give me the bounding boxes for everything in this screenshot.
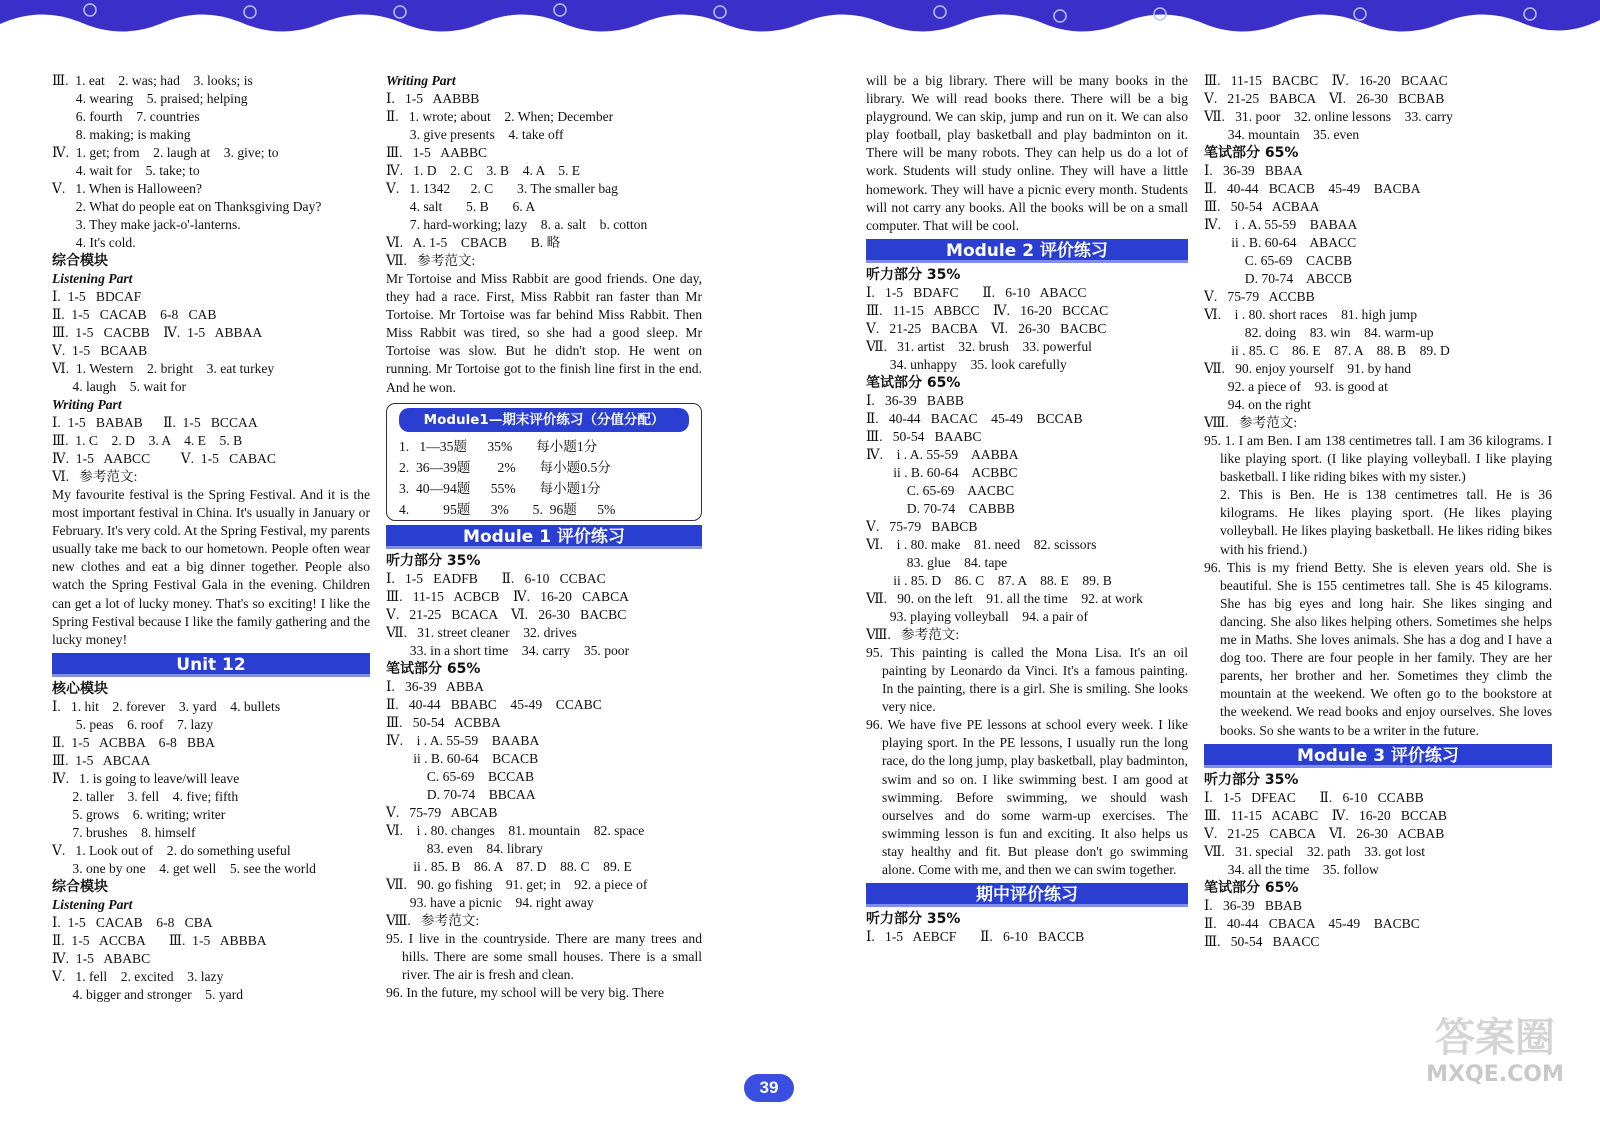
answer-line: ii . B. 60-64 ABACC <box>1204 235 1357 250</box>
answer-line: ii . B. 60-64 ACBBC <box>866 464 1018 480</box>
answer-line: Ⅰ. 1-5 AABBB <box>386 91 480 106</box>
answer-line: Ⅰ. 1-5 EADFB Ⅱ. 6-10 CCBAC <box>386 570 606 586</box>
section-heading: 核心模块 <box>52 680 108 697</box>
answer-line: 4. 95题 3% 5. 96题 5% <box>399 501 616 517</box>
answer-line: Ⅱ. 40-44 BCACB 45-49 BACBA <box>1204 181 1421 196</box>
answer-line: Ⅶ. 31. street cleaner 32. drives <box>386 624 577 640</box>
answer-lines <box>386 570 702 660</box>
answer-line: 34. mountain 35. even <box>1204 127 1360 142</box>
answer-line: Ⅰ. 1-5 BDCAF <box>52 289 142 304</box>
score-rows <box>387 436 701 520</box>
answer-line: Ⅵ. i . 80. short races 81. high jump <box>1204 307 1418 322</box>
answer-line: Ⅰ. 1-5 CACAB 6-8 CBA <box>52 914 213 930</box>
score-distribution-title: Module1—期末评价练习（分值分配） <box>399 408 689 432</box>
watermark <box>1410 1012 1580 1112</box>
answer-line: Ⅶ. 参考范文: <box>386 253 476 268</box>
answer-line: Ⅴ. 1. fell 2. excited 3. lazy <box>52 968 224 984</box>
answer-column-4 <box>1204 72 1552 951</box>
sample-essay-95-1: 95. 1. I am Ben. I am 138 centimetres tall. I am 36 kilograms. I like playing sport. (I like playing volleyball. I like playing basketball. I like riding bikes with my sister.) <box>1204 433 1552 485</box>
answer-line: Ⅳ. i . A. 55-59 BABAA <box>1204 217 1358 232</box>
listening-section-heading: 听力部分 35% <box>386 552 481 569</box>
answer-line: Ⅴ. 21-25 BABCA Ⅵ. 26-30 BCBAB <box>1204 91 1445 106</box>
listening-section-heading: 听力部分 35% <box>866 911 961 928</box>
answer-line: Ⅰ. 1-5 BDAFC Ⅱ. 6-10 ABACC <box>866 284 1087 300</box>
answer-line: 1. 1—35题 35% 每小题1分 <box>399 438 598 454</box>
answer-line: Ⅵ. i . 80. make 81. need 82. scissors <box>866 536 1097 552</box>
answer-line: 3. give presents 4. take off <box>386 127 564 142</box>
answer-lines <box>52 698 370 878</box>
answer-line: Ⅲ. 50-54 BAACC <box>1204 933 1320 949</box>
answer-line: Ⅲ. 1-5 ABCAA <box>52 752 151 768</box>
answer-line: Ⅳ. 1-5 ABABC <box>52 950 151 966</box>
answer-line: 4. bigger and stronger 5. yard <box>52 986 244 1002</box>
answer-line: 2. taller 3. fell 4. five; fifth <box>52 788 239 804</box>
sample-essay-95-2: 2. This is Ben. He is 138 centimetres tall. He is 36 kilograms. He likes playing sport. (He likes playing volleyball. He likes playing basketball. He likes riding bikes with his friend.) <box>1220 487 1552 557</box>
answer-line: Ⅴ. 1. When is Halloween? <box>52 181 202 196</box>
sample-essay-95: 95. This painting is called the Mona Lisa. It's an oil painting by Leonardo da Vinci. It's a famous painting. In the painting, there is a girl. She is smiling. She looks very nice. <box>866 644 1188 715</box>
part-heading: Listening Part <box>52 896 133 912</box>
answer-line: Ⅶ. 90. on the left 91. all the time 92. at work <box>866 590 1143 606</box>
answer-line: Ⅶ. 31. poor 32. online lessons 33. carry <box>1204 109 1453 124</box>
answer-line: 34. unhappy 35. look carefully <box>866 356 1067 372</box>
listening-section-heading: 听力部分 35% <box>866 266 961 283</box>
answer-lines <box>386 90 702 270</box>
answer-line: Ⅶ. 90. go fishing 91. get; in 92. a piece of <box>386 876 648 892</box>
answer-column-3 <box>866 72 1188 946</box>
answer-line: Ⅲ. 50-54 ACBBA <box>386 714 501 730</box>
answer-line: Ⅲ. 11-15 ACABC Ⅳ. 16-20 BCCAB <box>1204 807 1447 823</box>
answer-line: Ⅳ. i . A. 55-59 BAABA <box>386 732 540 748</box>
answer-line: Ⅰ. 1. hit 2. forever 3. yard 4. bullets <box>52 698 281 714</box>
answer-line: 6. fourth 7. countries <box>52 109 200 124</box>
answer-line: Ⅱ. 40-44 BBABC 45-49 CCABC <box>386 696 602 712</box>
section-heading: 综合模块 <box>52 878 108 895</box>
answer-line: C. 65-69 CACBB <box>1204 253 1353 268</box>
answer-line: Ⅱ. 1-5 ACBBA 6-8 BBA <box>52 734 215 750</box>
answer-line: D. 70-74 BBCAA <box>386 786 536 802</box>
answer-line: Ⅲ. 11-15 BACBC Ⅳ. 16-20 BCAAC <box>1204 73 1448 88</box>
answer-line: Ⅳ. 1. D 2. C 3. B 4. A 5. E <box>386 163 581 178</box>
answer-line: Ⅲ. 1-5 CACBB Ⅳ. 1-5 ABBAA <box>52 325 263 340</box>
answer-line: 33. in a short time 34. carry 35. poor <box>386 642 630 658</box>
answer-line: 5. peas 6. roof 7. lazy <box>52 716 214 732</box>
answer-lines <box>386 678 702 930</box>
answer-line: Ⅲ. 50-54 BAABC <box>866 428 982 444</box>
answer-column-1 <box>52 72 370 1004</box>
answer-lines <box>52 414 370 486</box>
answer-lines <box>52 72 370 252</box>
answer-line: Ⅵ. 参考范文: <box>52 469 138 484</box>
answer-line: 94. on the right <box>1204 397 1311 412</box>
answer-line: 93. playing volleyball 94. a pair of <box>866 608 1088 624</box>
answer-line: Ⅰ. 36-39 BABB <box>866 392 964 408</box>
answer-line: Ⅴ. 75-79 BABCB <box>866 518 978 534</box>
answer-line: Ⅴ. 75-79 ACCBB <box>1204 289 1315 304</box>
module-3-bar: Module 3 评价练习 <box>1204 744 1552 768</box>
answer-line: Ⅵ. 1. Western 2. bright 3. eat turkey <box>52 361 275 376</box>
answer-line: 4. salt 5. B 6. A <box>386 199 536 214</box>
part-heading: Writing Part <box>52 397 122 412</box>
answer-lines <box>52 288 370 396</box>
section-heading: 综合模块 <box>52 253 108 269</box>
answer-line: D. 70-74 CABBB <box>866 500 1015 516</box>
answer-line: Ⅰ. 1-5 BABAB Ⅱ. 1-5 BCCAA <box>52 415 258 430</box>
part-heading: Writing Part <box>386 73 456 88</box>
answer-lines <box>1204 72 1552 144</box>
answer-line: Ⅴ. 21-25 BCACA Ⅵ. 26-30 BACBC <box>386 606 627 622</box>
answer-line: 92. a piece of 93. is good at <box>1204 379 1388 394</box>
answer-line: Ⅳ. 1. is going to leave/will leave <box>52 770 240 786</box>
written-section-heading: 笔试部分 65% <box>866 374 961 391</box>
watermark-logo-text: 答案圈 <box>1435 1015 1555 1061</box>
answer-line: 93. have a picnic 94. right away <box>386 894 594 910</box>
answer-line: Ⅳ. 1. get; from 2. laugh at 3. give; to <box>52 145 279 160</box>
answer-column-2 <box>386 72 702 1002</box>
answer-line: Ⅷ. 参考范文: <box>866 626 960 642</box>
answer-line: Ⅷ. 参考范文: <box>1204 415 1298 430</box>
sample-essay-96: 96. In the future, my school will be very big. There <box>386 984 664 1000</box>
answer-line: 4. It's cold. <box>52 235 136 250</box>
watermark-url: MXQE.COM <box>1426 1062 1564 1087</box>
sample-essay: My favourite festival is the Spring Festival. And it is the most important festival in China. It's usually in January or February. It's very cold. At the Spring Festival, my parents usually take me back to our hometown. People often wear new clothes and eat a big dinner together. People also watch the Spring Festival Gala in the evening. Children can get a lot of lucky money. That's so exciting! I like the Spring Festival because I like the family gathering and the lucky money! <box>52 487 370 647</box>
answer-line: Ⅲ. 1. C 2. D 3. A 4. E 5. B <box>52 433 243 448</box>
answer-line: Ⅶ. 31. special 32. path 33. got lost <box>1204 843 1426 859</box>
answer-lines <box>866 928 1188 946</box>
answer-line: Ⅴ. 21-25 BACBA Ⅵ. 26-30 BACBC <box>866 320 1107 336</box>
answer-line: 3. one by one 4. get well 5. see the world <box>52 860 316 876</box>
score-distribution-box <box>386 403 702 521</box>
answer-line: 4. wait for 5. take; to <box>52 163 200 178</box>
answer-line: Ⅲ. 1-5 AABBC <box>386 145 488 160</box>
answer-line: Ⅰ. 36-39 BBAA <box>1204 163 1303 178</box>
written-section-heading: 笔试部分 65% <box>1204 879 1299 896</box>
answer-line: D. 70-74 ABCCB <box>1204 271 1353 286</box>
answer-lines <box>1204 162 1552 432</box>
answer-line: 5. grows 6. writing; writer <box>52 806 226 822</box>
answer-line: Ⅲ. 11-15 ABBCC Ⅳ. 16-20 BCCAC <box>866 302 1109 318</box>
answer-line: Ⅴ. 21-25 CABCA Ⅵ. 26-30 ACBAB <box>1204 825 1445 841</box>
answer-line: Ⅳ. 1-5 AABCC Ⅴ. 1-5 CABAC <box>52 451 276 466</box>
written-section-heading: 笔试部分 65% <box>1204 145 1299 161</box>
answer-line: C. 65-69 AACBC <box>866 482 1015 498</box>
answer-line: Ⅱ. 1-5 CACAB 6-8 CAB <box>52 307 217 322</box>
answer-line: Ⅷ. 参考范文: <box>386 912 480 928</box>
answer-line: Ⅱ. 1. wrote; about 2. When; December <box>386 109 614 124</box>
answer-line: Ⅰ. 1-5 DFEAC Ⅱ. 6-10 CCABB <box>1204 789 1424 805</box>
answer-line: C. 65-69 BCCAB <box>386 768 535 784</box>
answer-line: Ⅲ. 1. eat 2. was; had 3. looks; is <box>52 73 253 88</box>
answer-line: Ⅳ. i . A. 55-59 AABBA <box>866 446 1019 462</box>
sample-essay-96: 96. This is my friend Betty. She is eleven years old. She is beautiful. She is 155 centimetres tall. She is 45 kilograms. She has big eyes and long hair. She likes singing and dancing. She also likes helping others. Sometimes she helps me in Maths. She loves animals. She has a dog and I have a dog too. There are four people in her family. They are her parents, her brother and her. Sometimes they climb the mountain at the weekend. We often go to the bookstore at the weekend. We read books and enjoy ourselves. She loves books. So she wants to be a writer in the future. <box>1204 559 1552 738</box>
answer-line: 2. 36—39题 2% 每小题0.5分 <box>399 459 611 475</box>
listening-section-heading: 听力部分 35% <box>1204 771 1299 788</box>
answer-line: Ⅴ. 1. Look out of 2. do something useful <box>52 842 291 858</box>
unit-12-bar: Unit 12 <box>52 653 370 677</box>
answer-line: Ⅵ. i . 80. changes 81. mountain 82. space <box>386 822 645 838</box>
answer-line: ii . 85. B 86. A 87. D 88. C 89. E <box>386 858 632 874</box>
module-2-bar: Module 2 评价练习 <box>866 239 1188 263</box>
answer-line: 34. all the time 35. follow <box>1204 861 1379 877</box>
answer-line: Ⅵ. A. 1-5 CBACB B. 略 <box>386 235 561 250</box>
answer-line: Ⅴ. 1-5 BCAAB <box>52 343 148 358</box>
answer-line: ii . 85. D 86. C 87. A 88. E 89. B <box>866 572 1112 588</box>
answer-line: 83. even 84. library <box>386 840 544 856</box>
answer-line: ii . 85. C 86. E 87. A 88. B 89. D <box>1204 343 1450 358</box>
decorative-banner <box>0 0 1600 44</box>
answer-line: 8. making; is making <box>52 127 191 142</box>
sample-essay: Mr Tortoise and Miss Rabbit are good friends. One day, they had a race. First, Miss Rabbit ran faster than Mr Tortoise. Mr Tortoise was far behind Miss Rabbit. Then Miss Rabbit was tired, so she had a good sleep. Mr Tortoise was slow. But he didn't stop. He went on running. Mr Tortoise got to the finish line first in the end. And he won. <box>386 271 702 395</box>
answer-line: Ⅱ. 40-44 CBACA 45-49 BACBC <box>1204 915 1420 931</box>
answer-line: 3. 40—94题 55% 每小题1分 <box>399 480 601 496</box>
answer-line: 4. wearing 5. praised; helping <box>52 91 248 106</box>
answer-line: Ⅶ. 90. enjoy yourself 91. by hand <box>1204 361 1412 376</box>
answer-line: Ⅲ. 11-15 ACBCB Ⅳ. 16-20 CABCA <box>386 588 629 604</box>
midterm-bar: 期中评价练习 <box>866 883 1188 907</box>
answer-line: Ⅱ. 1-5 ACCBA Ⅲ. 1-5 ABBBA <box>52 932 267 948</box>
answer-line: Ⅴ. 1. 1342 2. C 3. The smaller bag <box>386 181 618 196</box>
answer-lines <box>866 284 1188 374</box>
answer-line: Ⅰ. 36-39 ABBA <box>386 678 484 694</box>
written-section-heading: 笔试部分 65% <box>386 660 481 677</box>
sample-essay-95: 95. I live in the countryside. There are many trees and hills. There are some small houses. There is a small river. The air is fresh and clean. <box>386 930 702 982</box>
answer-lines <box>52 914 370 1004</box>
answer-line: 3. They make jack-o'-lanterns. <box>52 217 241 232</box>
part-heading: Listening Part <box>52 271 133 286</box>
answer-line: Ⅱ. 40-44 BACAC 45-49 BCCAB <box>866 410 1083 426</box>
answer-line: 7. brushes 8. himself <box>52 824 196 840</box>
module-1-bar: Module 1 评价练习 <box>386 525 702 549</box>
answer-lines <box>866 392 1188 644</box>
answer-line: 2. What do people eat on Thanksgiving Day? <box>52 199 322 214</box>
answer-line: Ⅶ. 31. artist 32. brush 33. powerful <box>866 338 1092 354</box>
answer-line: 82. doing 83. win 84. warm-up <box>1204 325 1434 340</box>
answer-lines <box>1204 897 1552 951</box>
page-number: 39 <box>744 1074 794 1102</box>
sample-essay-96: 96. We have five PE lessons at school every week. I like playing sport. In the PE lessons, I usually run the long race, do the long jump, play basketball, play badminton, swim and so on. I like swimming best. I am good at swimming. Before swimming, we should wash ourselves and do some warm-up exercises. The swimming lesson is fun and exciting. It also helps us stay healthy and fit. But please don't go swimming alone. Come with me, and then we can swim together. <box>866 717 1188 877</box>
answer-lines <box>1204 789 1552 879</box>
answer-line: 4. laugh 5. wait for <box>52 379 187 394</box>
answer-line: Ⅰ. 1-5 AEBCF Ⅱ. 6-10 BACCB <box>866 929 1085 945</box>
answer-line: Ⅰ. 36-39 BBAB <box>1204 897 1302 913</box>
answer-line: ii . B. 60-64 BCACB <box>386 750 539 766</box>
answer-line: 83. glue 84. tape <box>866 554 1008 570</box>
sample-essay-continued: will be a big library. There will be many books in the library. We will read books there. There will be a big playground. We can skip, jump and run on it. We can also play football, play basketball and play badminton on it. There will be many robots. They can help us do a lot of work. Students will study online. They will have a little homework. They will have a picnic every month. Students will not carry any books. All the books will be on a small computer. That will be cool. <box>866 73 1188 233</box>
answer-line: Ⅴ. 75-79 ABCAB <box>386 804 498 820</box>
answer-line: 7. hard-working; lazy 8. a. salt b. cotton <box>386 217 648 232</box>
answer-line: Ⅲ. 50-54 ACBAA <box>1204 199 1320 214</box>
